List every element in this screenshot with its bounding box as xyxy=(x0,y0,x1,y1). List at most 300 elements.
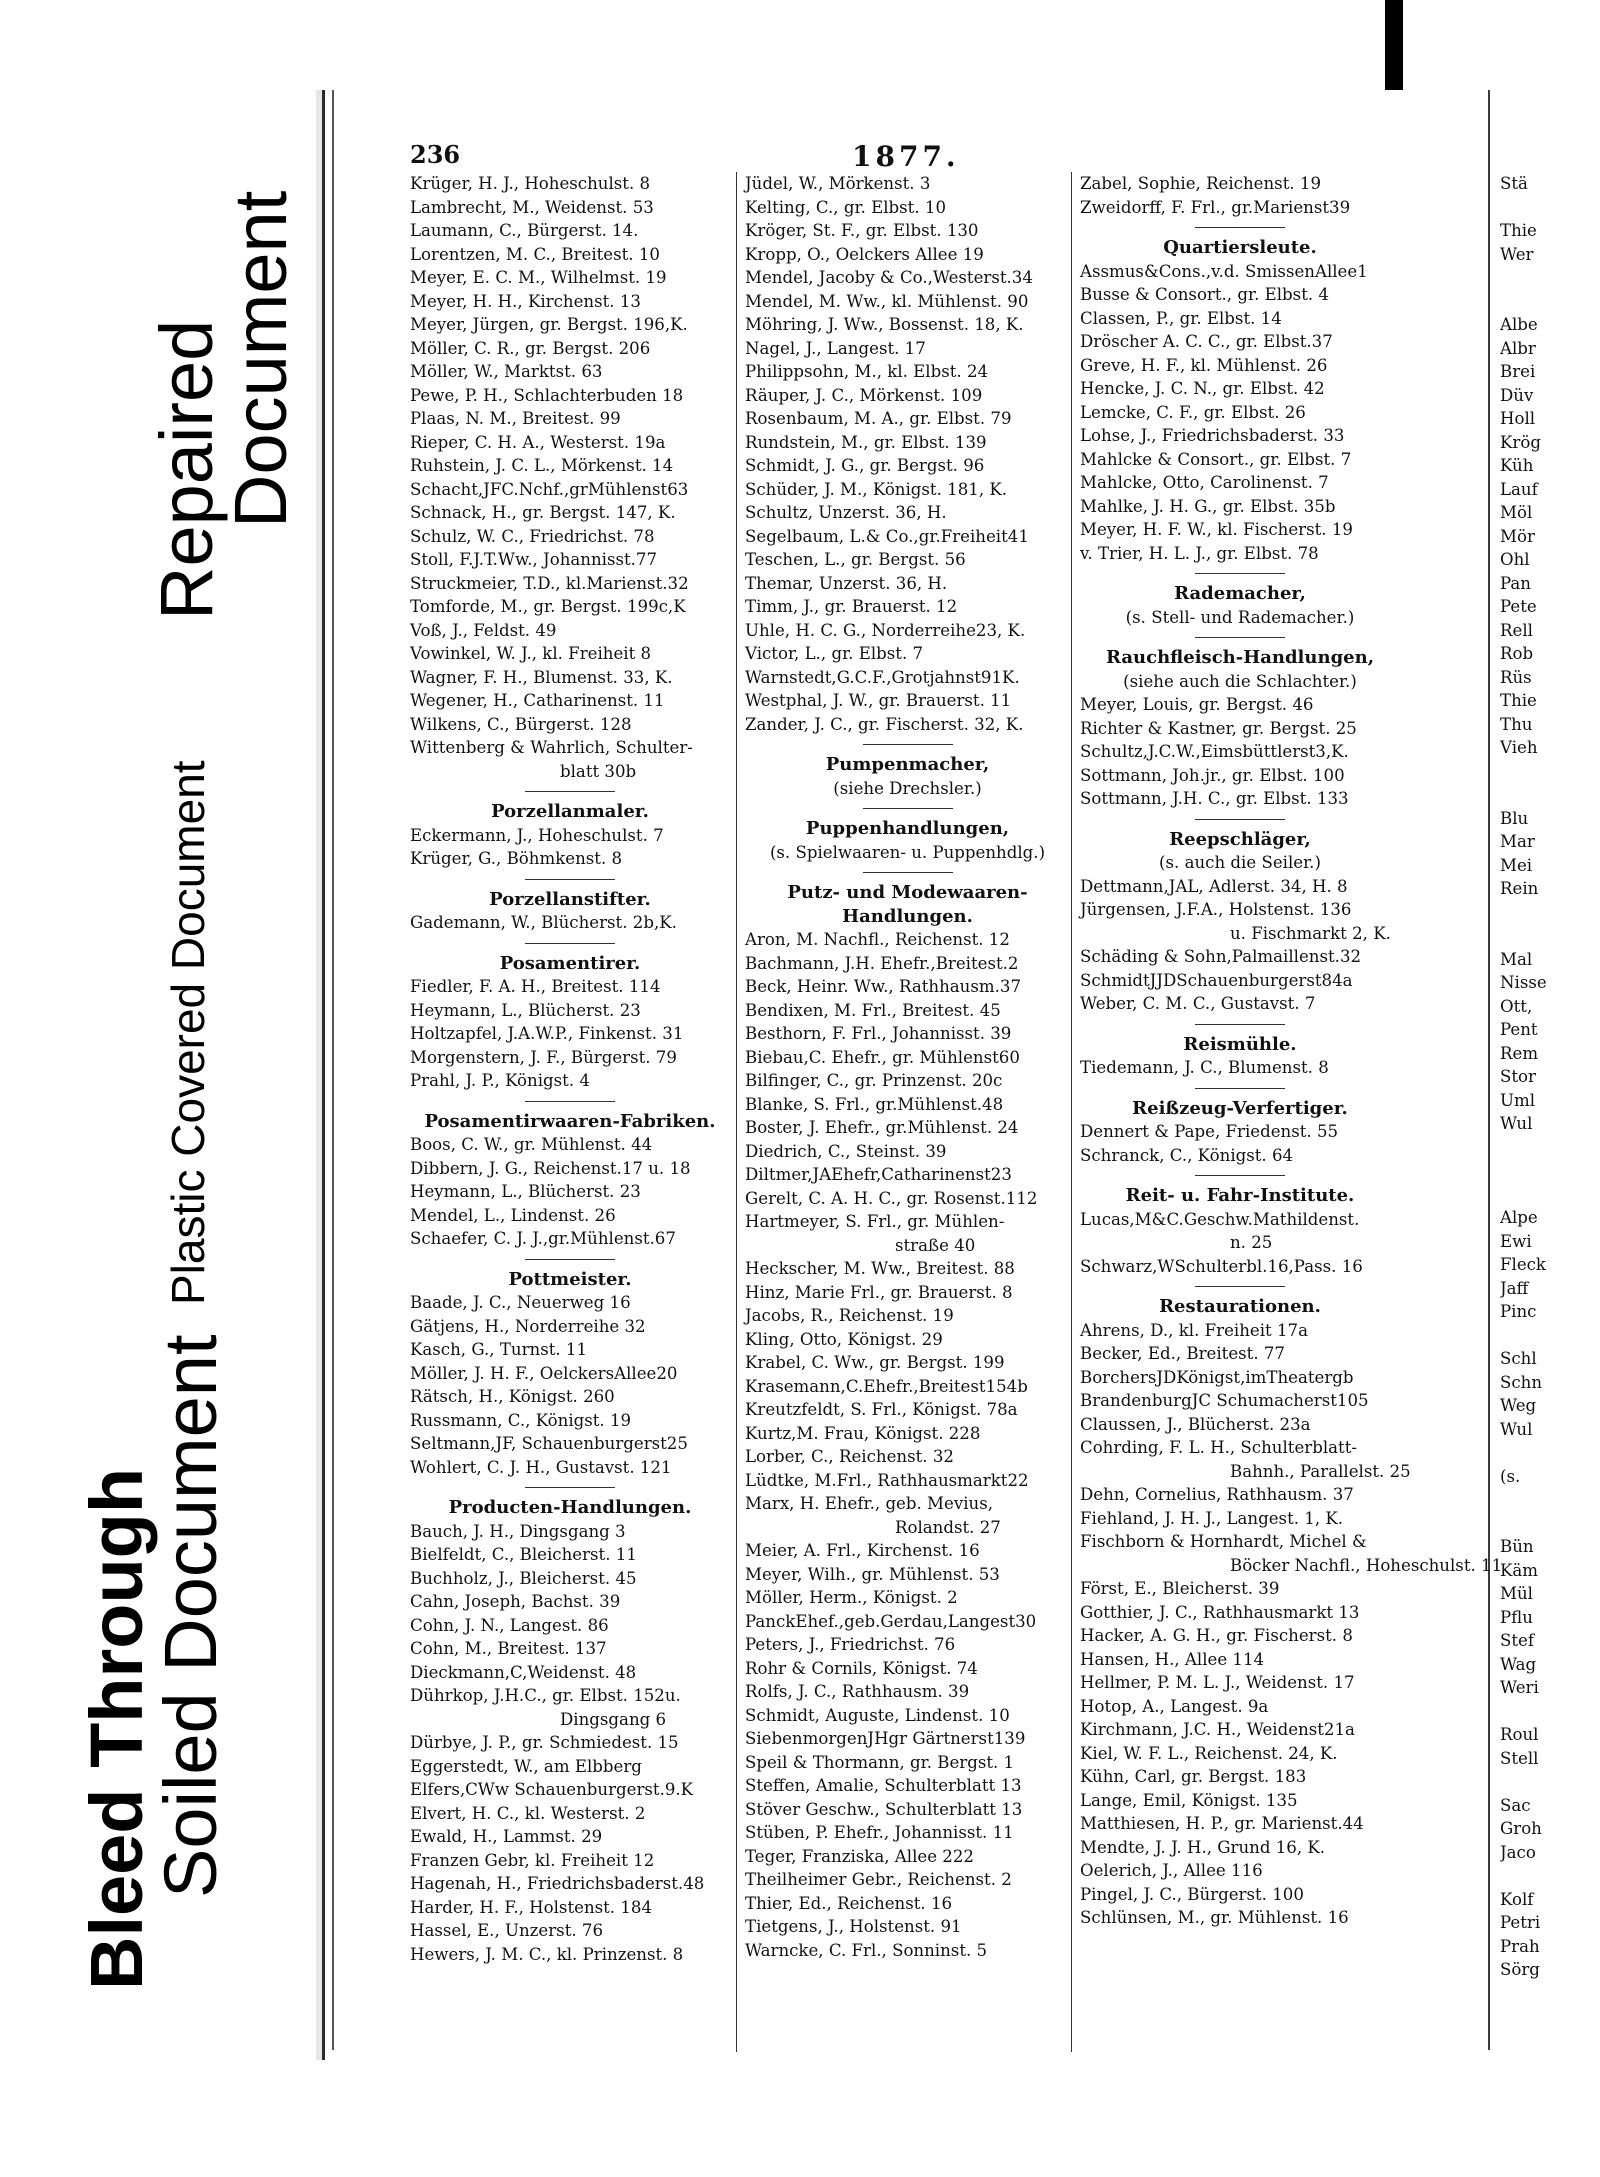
directory-entry xyxy=(1500,1770,1600,1794)
directory-entry: Dröscher A. C. C., gr. Elbst.37 xyxy=(1080,332,1333,351)
section-heading: Rauchfleisch-Handlungen, xyxy=(1106,647,1374,668)
directory-entry: Möller, J. H. F., OelckersAllee20 xyxy=(410,1363,678,1383)
section-rule xyxy=(525,1101,615,1102)
directory-entry: Stoll, F.J.T.Ww., Johannisst.77 xyxy=(410,550,658,569)
section-heading: Handlungen. xyxy=(842,905,973,927)
entry-list xyxy=(1080,172,1400,219)
directory-entry xyxy=(1500,1183,1600,1207)
directory-entry: Steffen, Amalie, Schulterblatt 13 xyxy=(745,1776,1022,1795)
directory-entry: Schacht,JFC.Nchf.,grMühlenst63 xyxy=(410,479,689,499)
bleed-through-soiled-stamp xyxy=(75,1334,232,1990)
directory-entry: Tiedemann, J. C., Blumenst. 8 xyxy=(1080,1058,1329,1077)
directory-entry: Elvert, H. C., kl. Westerst. 2 xyxy=(410,1803,646,1823)
directory-entry: Hassel, E., Unzerst. 76 xyxy=(410,1921,604,1940)
section-subheading: (s. auch die Seiler.) xyxy=(1159,853,1321,872)
entry-list xyxy=(745,1257,1070,1516)
directory-entry: Laumann, C., Bürgerst. 14. xyxy=(410,221,639,240)
section-subheading: (s. Stell- und Rademacher.) xyxy=(1125,607,1355,627)
section-heading: Posamentirwaaren-Fabriken. xyxy=(424,1110,716,1132)
directory-entry: Meyer, Louis, gr. Bergst. 46 xyxy=(1080,695,1314,714)
directory-entry: Schmidt, Auguste, Lindenst. 10 xyxy=(745,1705,1010,1725)
directory-entry: BrandenburgJC Schumacherst105 xyxy=(1080,1391,1369,1410)
directory-entry: Petri xyxy=(1500,1913,1541,1932)
directory-entry: Hacker, A. G. H., gr. Fischerst. 8 xyxy=(1080,1626,1353,1645)
section-rule xyxy=(525,1487,615,1488)
section-rule xyxy=(525,943,615,944)
directory-column-3 xyxy=(1080,172,1503,1930)
directory-entry: Teger, Franziska, Allee 222 xyxy=(745,1846,974,1866)
directory-entry: Lüdtke, M.Frl., Rathhausmarkt22 xyxy=(745,1470,1029,1490)
directory-entry: Prah xyxy=(1500,1936,1540,1956)
directory-entry: Zweidorff, F. Frl., gr.Marienst39 xyxy=(1080,197,1351,217)
directory-entry xyxy=(1500,924,1600,948)
directory-entry: Meyer, Jürgen, gr. Bergst. 196,K. xyxy=(410,315,688,334)
directory-entry: Düv xyxy=(1500,385,1534,405)
section-heading: Posamentirer. xyxy=(499,952,641,974)
directory-entry xyxy=(1500,1324,1600,1348)
directory-entry: Beck, Heinr. Ww., Rathhausm.37 xyxy=(745,977,1021,996)
entry-list xyxy=(1080,945,1400,1016)
directory-entry: Ohl xyxy=(1500,550,1530,569)
directory-entry: Westphal, J. W., gr. Brauerst. 11 xyxy=(745,691,1012,710)
page-year: 1877. xyxy=(852,140,960,173)
directory-entry: Russmann, C., Königst. 19 xyxy=(410,1410,632,1430)
directory-entry: Kasch, G., Turnst. 11 xyxy=(410,1340,588,1359)
directory-entry: Schlünsen, M., gr. Mühlenst. 16 xyxy=(1080,1908,1349,1927)
directory-entry: Rieper, C. H. A., Westerst. 19a xyxy=(410,432,666,452)
directory-entry: Küh xyxy=(1500,456,1534,475)
entry-list xyxy=(1080,1056,1400,1080)
section-heading: Quartiersleute. xyxy=(1163,237,1317,258)
directory-entry: Mahlcke, Otto, Carolinenst. 7 xyxy=(1080,473,1329,492)
directory-entry: Heymann, L., Blücherst. 23 xyxy=(410,1000,641,1020)
directory-entry: Kühn, Carl, gr. Bergst. 183 xyxy=(1080,1767,1307,1786)
entry-list xyxy=(410,1520,730,1708)
section-heading: Pumpenmacher, xyxy=(825,754,990,775)
entry-list xyxy=(410,975,730,1093)
directory-entry: Hellmer, P. M. L. J., Weidenst. 17 xyxy=(1080,1673,1355,1692)
directory-entry: Möller, Herm., Königst. 2 xyxy=(745,1588,958,1607)
directory-entry xyxy=(1500,290,1600,314)
directory-entry: Fischborn & Hornhardt, Michel & xyxy=(1080,1532,1367,1551)
entry-list xyxy=(1080,1483,1400,1554)
directory-entry: Schranck, C., Königst. 64 xyxy=(1080,1145,1294,1165)
directory-entry: Kelting, C., gr. Elbst. 10 xyxy=(745,197,947,217)
directory-entry: Schl xyxy=(1500,1349,1537,1368)
directory-entry: Jaco xyxy=(1500,1842,1536,1862)
directory-entry: Hansen, H., Allee 114 xyxy=(1080,1649,1265,1669)
directory-entry: Krasemann,C.Ehefr.,Breitest154b xyxy=(745,1376,1028,1396)
directory-entry: Bauch, J. H., Dingsgang 3 xyxy=(410,1521,626,1541)
directory-entry: Weg xyxy=(1500,1396,1537,1415)
directory-entry: Wul xyxy=(1500,1114,1533,1133)
directory-entry: Schulz, W. C., Friedrichst. 78 xyxy=(410,526,655,546)
directory-entry: Wegener, H., Catharinenst. 11 xyxy=(410,691,665,710)
directory-entry: Diltmer,JAEhefr,Catharinenst23 xyxy=(745,1165,1012,1184)
directory-entry: Wilkens, C., Bürgerst. 128 xyxy=(410,714,632,734)
directory-entry: Wer xyxy=(1500,244,1534,264)
directory-entry: v. Trier, H. L. J., gr. Elbst. 78 xyxy=(1080,543,1319,563)
directory-entry xyxy=(1500,1441,1600,1465)
directory-entry: Dürbye, J. P., gr. Schmiedest. 15 xyxy=(410,1733,679,1752)
directory-entry: Schnack, H., gr. Bergst. 147, K. xyxy=(410,503,676,522)
directory-entry: Rob xyxy=(1500,644,1534,663)
directory-entry: Mendel, L., Lindenst. 26 xyxy=(410,1205,616,1225)
directory-entry: Eggerstedt, W., am Elbberg xyxy=(410,1756,642,1776)
directory-entry: Wohlert, C. J. H., Gustavst. 121 xyxy=(410,1457,672,1477)
directory-entry: Pflu xyxy=(1500,1607,1533,1627)
directory-entry: Greve, H. F., kl. Mühlenst. 26 xyxy=(1080,355,1328,375)
directory-entry: Jürgensen, J.F.A., Holstenst. 136 xyxy=(1080,900,1352,919)
directory-entry: Gerelt, C. A. H. C., gr. Rosenst.112 xyxy=(745,1188,1038,1208)
section-rule xyxy=(1195,1088,1285,1089)
directory-entry: Themar, Unzerst. 36, H. xyxy=(745,573,948,593)
directory-entry: Fiehland, J. H. J., Langest. 1, K. xyxy=(1080,1508,1344,1528)
directory-entry: Victor, L., gr. Elbst. 7 xyxy=(745,644,924,663)
directory-entry: Warnstedt,G.C.F.,Grotjahnst91K. xyxy=(745,667,1020,687)
directory-entry: Oelerich, J., Allee 116 xyxy=(1080,1861,1263,1880)
entry-list xyxy=(1080,1120,1400,1167)
directory-entry: Gätjens, H., Norderreihe 32 xyxy=(410,1316,646,1336)
section-heading: Putz- und Modewaaren- xyxy=(787,882,1028,903)
directory-entry: Rein xyxy=(1500,879,1539,898)
directory-entry: Schultz,J.C.W.,Eimsbüttlerst3,K. xyxy=(1080,742,1349,761)
section-rule xyxy=(1195,637,1285,638)
directory-entry: Ott, xyxy=(1500,996,1533,1016)
section-heading: Porzellanstifter. xyxy=(489,888,651,910)
directory-entry: Dührkop, J.H.C., gr. Elbst. 152u. xyxy=(410,1686,681,1705)
directory-entry: Dibbern, J. G., Reichenst.17 u. 18 xyxy=(410,1158,691,1178)
directory-entry: Albr xyxy=(1500,338,1536,358)
directory-entry: Kröger, St. F., gr. Elbst. 130 xyxy=(745,221,979,240)
directory-entry: Albe xyxy=(1500,315,1538,334)
directory-entry: Assmus&Cons.,v.d. SmissenAllee1 xyxy=(1080,261,1368,281)
directory-entry: Harder, H. F., Holstenst. 184 xyxy=(410,1897,653,1917)
directory-entry: Stef xyxy=(1500,1631,1534,1650)
column-separator xyxy=(736,172,737,2052)
directory-entry: Hewers, J. M. C., kl. Prinzenst. 8 xyxy=(410,1944,684,1964)
stamp-repaired-line2: Document xyxy=(219,190,302,528)
directory-entry: Stor xyxy=(1500,1067,1536,1086)
directory-entry: Alpe xyxy=(1500,1208,1538,1227)
directory-entry: Hencke, J. C. N., gr. Elbst. 42 xyxy=(1080,379,1325,398)
directory-entry: Stöver Geschw., Schulterblatt 13 xyxy=(745,1799,1023,1819)
entry-list xyxy=(410,1133,730,1251)
section-rule xyxy=(863,808,953,809)
directory-entry: Bendixen, M. Frl., Breitest. 45 xyxy=(745,1000,1001,1020)
section-heading: Rademacher, xyxy=(1174,583,1306,604)
directory-entry: Dehn, Cornelius, Rathhausm. 37 xyxy=(1080,1485,1354,1504)
binding-shadow-top xyxy=(1385,0,1403,90)
directory-entry: Bün xyxy=(1500,1537,1534,1556)
next-page-fragment xyxy=(1500,172,1600,1982)
entry-list xyxy=(1080,875,1400,922)
directory-entry: Besthorn, F. Frl., Johannisst. 39 xyxy=(745,1024,1012,1043)
directory-entry: Teschen, L., gr. Bergst. 56 xyxy=(745,550,966,569)
directory-entry xyxy=(1500,1700,1600,1724)
directory-entry: Dettmann,JAL, Adlerst. 34, H. 8 xyxy=(1080,876,1348,896)
directory-entry: Classen, P., gr. Elbst. 14 xyxy=(1080,308,1282,328)
directory-entry xyxy=(1500,783,1600,807)
directory-entry: Räuper, J. C., Mörkenst. 109 xyxy=(745,385,983,405)
entry-list xyxy=(410,824,730,871)
directory-entry: Schwarz,WSchulterbl.16,Pass. 16 xyxy=(1080,1256,1363,1276)
section-rule xyxy=(1195,573,1285,574)
directory-entry: Lauf xyxy=(1500,479,1538,499)
directory-entry: Plaas, N. M., Breitest. 99 xyxy=(410,409,621,428)
directory-entry: Weber, C. M. C., Gustavst. 7 xyxy=(1080,994,1316,1013)
directory-entry xyxy=(1500,196,1600,220)
directory-entry xyxy=(1500,1864,1600,1888)
directory-entry: Ewald, H., Lammst. 29 xyxy=(410,1827,603,1846)
directory-entry xyxy=(1500,1488,1600,1512)
directory-entry: Stä xyxy=(1500,174,1528,193)
directory-entry: Bielfeldt, C., Bleicherst. 11 xyxy=(410,1545,637,1564)
directory-entry: Ewi xyxy=(1500,1231,1532,1251)
directory-entry: Möller, C. R., gr. Bergst. 206 xyxy=(410,338,651,358)
directory-entry: Peters, J., Friedrichst. 76 xyxy=(745,1635,956,1654)
directory-entry: Krüger, H. J., Hoheschulst. 8 xyxy=(410,174,651,193)
entry-list xyxy=(1080,1208,1400,1232)
directory-entry: SchmidtJJDSchauenburgerst84a xyxy=(1080,970,1353,990)
directory-entry: Thie xyxy=(1500,221,1537,240)
directory-entry: Rätsch, H., Königst. 260 xyxy=(410,1387,615,1406)
entry-list xyxy=(1080,260,1400,566)
section-rule xyxy=(525,1259,615,1260)
directory-entry: Gotthier, J. C., Rathhausmarkt 13 xyxy=(1080,1602,1360,1622)
directory-entry: Först, E., Bleicherst. 39 xyxy=(1080,1579,1280,1598)
directory-entry: Möller, W., Marktst. 63 xyxy=(410,362,603,381)
directory-entry: Mei xyxy=(1500,855,1533,875)
directory-entry: Wittenberg & Wahrlich, Schulter- xyxy=(410,738,693,757)
plastic-covered-stamp xyxy=(162,760,214,1305)
entry-continuation: Bahnh., Parallelst. 25 xyxy=(1230,1461,1411,1481)
directory-entry: Hinz, Marie Frl., gr. Brauerst. 8 xyxy=(745,1282,1013,1302)
section-heading: Reepschläger, xyxy=(1169,828,1311,850)
directory-entry: Timm, J., gr. Brauerst. 12 xyxy=(745,597,958,616)
directory-entry: Franzen Gebr, kl. Freiheit 12 xyxy=(410,1850,655,1870)
directory-entry: Krabel, C. Ww., gr. Bergst. 199 xyxy=(745,1353,1005,1372)
entry-list xyxy=(745,172,1070,736)
directory-entry: Jacobs, R., Reichenst. 19 xyxy=(745,1306,954,1325)
directory-entry: Groh xyxy=(1500,1819,1542,1838)
entry-continuation: u. Fischmarkt 2, K. xyxy=(1230,923,1391,943)
directory-entry: Heckscher, M. Ww., Breitest. 88 xyxy=(745,1259,1015,1278)
directory-entry: Biebau,C. Ehefr., gr. Mühlenst60 xyxy=(745,1047,1020,1067)
directory-entry xyxy=(1500,266,1600,290)
directory-column-1 xyxy=(410,172,730,1966)
directory-entry: Cohrding, F. L. H., Schulterblatt- xyxy=(1080,1438,1357,1457)
directory-entry: Theilheimer Gebr., Reichenst. 2 xyxy=(745,1870,1012,1889)
directory-entry: Voß, J., Feldst. 49 xyxy=(410,620,557,640)
section-rule xyxy=(1195,227,1285,228)
directory-entry: Uml xyxy=(1500,1090,1536,1110)
directory-entry: Wul xyxy=(1500,1419,1533,1439)
page-edge-line xyxy=(332,90,334,2050)
directory-entry: Schmidt, J. G., gr. Bergst. 96 xyxy=(745,456,985,475)
entry-list xyxy=(410,911,730,935)
section-heading: Porzellanmaler. xyxy=(491,801,649,822)
repaired-document-stamp xyxy=(145,190,302,620)
section-rule xyxy=(1195,1024,1285,1025)
entry-list xyxy=(410,1731,730,1966)
directory-entry: Thu xyxy=(1500,714,1533,734)
directory-entry: Thie xyxy=(1500,691,1537,710)
directory-entry: Lemcke, C. F., gr. Elbst. 26 xyxy=(1080,402,1306,422)
directory-entry: Roul xyxy=(1500,1725,1539,1744)
entry-list xyxy=(1080,693,1400,811)
directory-entry: Wag xyxy=(1500,1654,1537,1674)
directory-entry: Schaefer, C. J. J.,gr.Mühlenst.67 xyxy=(410,1229,676,1248)
directory-entry: Kling, Otto, Königst. 29 xyxy=(745,1329,943,1349)
directory-entry: Blu xyxy=(1500,808,1529,828)
directory-entry: Sac xyxy=(1500,1795,1531,1815)
entry-list xyxy=(410,1291,730,1479)
directory-entry: Krüger, G., Böhmkenst. 8 xyxy=(410,849,623,868)
stamp-bleed-text: Bleed Through xyxy=(75,1467,158,1990)
directory-entry: Rem xyxy=(1500,1043,1539,1063)
stamp-soiled-text: Soiled Document xyxy=(149,1334,232,1898)
directory-entry: Sörg xyxy=(1500,1960,1540,1979)
directory-entry: Nisse xyxy=(1500,973,1547,992)
directory-entry: Aron, M. Nachfl., Reichenst. 12 xyxy=(745,930,1010,949)
directory-entry: Elfers,CWw Schauenburgerst.9.K xyxy=(410,1780,694,1799)
directory-entry: Schäding & Sohn,Palmaillenst.32 xyxy=(1080,947,1362,966)
directory-entry: Mahlke, J. H. G., gr. Elbst. 35b xyxy=(1080,496,1336,516)
directory-entry xyxy=(1500,1512,1600,1536)
directory-entry: Meier, A. Frl., Kirchenst. 16 xyxy=(745,1541,980,1560)
section-rule xyxy=(525,879,615,880)
directory-entry: Dieckmann,C,Weidenst. 48 xyxy=(410,1662,637,1682)
directory-entry: Weri xyxy=(1500,1678,1539,1697)
entry-list xyxy=(1080,1319,1400,1460)
directory-entry: Kirchmann, J.C. H., Weidenst21a xyxy=(1080,1720,1355,1739)
directory-entry: Cohn, J. N., Langest. 86 xyxy=(410,1615,609,1635)
directory-entry: Jüdel, W., Mörkenst. 3 xyxy=(745,174,931,193)
directory-entry: Rohr & Cornils, Königst. 74 xyxy=(745,1658,978,1678)
directory-entry: Mendel, M. Ww., kl. Mühlenst. 90 xyxy=(745,291,1029,311)
section-rule xyxy=(863,744,953,745)
directory-entry: Mahlcke & Consort., gr. Elbst. 7 xyxy=(1080,449,1352,469)
directory-entry: Brei xyxy=(1500,362,1536,381)
directory-entry: Hagenah, H., Friedrichsbaderst.48 xyxy=(410,1874,705,1893)
directory-entry: Claussen, J., Blücherst. 23a xyxy=(1080,1414,1311,1434)
directory-entry: Pewe, P. H., Schlachterbuden 18 xyxy=(410,385,684,405)
directory-entry: (s. xyxy=(1500,1466,1521,1486)
directory-entry: Pete xyxy=(1500,597,1537,616)
section-subheading: (s. Spielwaaren- u. Puppenhdlg.) xyxy=(769,842,1046,862)
directory-entry: Blanke, S. Frl., gr.Mühlenst.48 xyxy=(745,1094,1004,1114)
section-rule xyxy=(525,791,615,792)
directory-entry: Eckermann, J., Hoheschulst. 7 xyxy=(410,825,664,845)
directory-entry: Becker, Ed., Breitest. 77 xyxy=(1080,1344,1285,1363)
directory-entry: Fleck xyxy=(1500,1255,1546,1274)
directory-entry: Lorber, C., Reichenst. 32 xyxy=(745,1447,954,1466)
column-separator xyxy=(1071,172,1072,2052)
section-heading: Reit- u. Fahr-Institute. xyxy=(1125,1185,1355,1206)
directory-entry: Lorentzen, M. C., Breitest. 10 xyxy=(410,244,660,264)
section-subheading: (siehe auch die Schlachter.) xyxy=(1123,671,1357,691)
directory-entry: Buchholz, J., Bleicherst. 45 xyxy=(410,1568,637,1588)
directory-entry: Hotop, A., Langest. 9a xyxy=(1080,1696,1269,1716)
directory-entry: Möl xyxy=(1500,503,1533,522)
directory-entry: Krög xyxy=(1500,432,1541,452)
directory-entry: Kurtz,M. Frau, Königst. 228 xyxy=(745,1423,981,1443)
directory-entry: Pingel, J. C., Bürgerst. 100 xyxy=(1080,1884,1304,1904)
section-subheading: (siehe Drechsler.) xyxy=(833,778,982,798)
directory-entry: Kropp, O., Oelckers Allee 19 xyxy=(745,244,984,264)
directory-entry: Sottmann, Joh.jr., gr. Elbst. 100 xyxy=(1080,765,1345,785)
directory-entry: Mül xyxy=(1500,1584,1533,1603)
directory-entry: Schüder, J. M., Königst. 181, K. xyxy=(745,479,1008,499)
directory-entry: Holl xyxy=(1500,409,1536,428)
directory-entry: Pinc xyxy=(1500,1302,1537,1321)
directory-entry: Mar xyxy=(1500,832,1535,851)
directory-entry: Rell xyxy=(1500,620,1533,640)
directory-entry: PanckEhef.,geb.Gerdau,Langest30 xyxy=(745,1611,1037,1631)
entry-list xyxy=(745,1539,1070,1962)
directory-entry: Busse & Consort., gr. Elbst. 4 xyxy=(1080,285,1329,304)
directory-entry: Stüben, P. Ehefr., Johannisst. 11 xyxy=(745,1823,1014,1842)
directory-entry: Jaff xyxy=(1500,1278,1529,1298)
directory-entry: Warncke, C. Frl., Sonninst. 5 xyxy=(745,1940,988,1960)
directory-entry: Meyer, E. C. M., Wilhelmst. 19 xyxy=(410,268,667,287)
directory-entry xyxy=(1500,760,1600,784)
directory-entry: Meyer, H. H., Kirchenst. 13 xyxy=(410,291,641,311)
directory-entry: Lange, Emil, Königst. 135 xyxy=(1080,1790,1298,1810)
directory-entry xyxy=(1500,1136,1600,1160)
directory-entry: Richter & Kastner, gr. Bergst. 25 xyxy=(1080,718,1357,738)
directory-entry: Baade, J. C., Neuerweg 16 xyxy=(410,1293,631,1312)
directory-entry: Fiedler, F. A. H., Breitest. 114 xyxy=(410,977,661,996)
stamp-repaired-line1: Repaired xyxy=(145,319,228,620)
directory-entry: Cohn, M., Breitest. 137 xyxy=(410,1639,607,1658)
directory-entry: Segelbaum, L.& Co.,gr.Freiheit41 xyxy=(745,526,1029,546)
entry-continuation: Rolandst. 27 xyxy=(895,1517,1001,1537)
entry-continuation: blatt 30b xyxy=(560,761,637,781)
directory-entry: Sottmann, J.H. C., gr. Elbst. 133 xyxy=(1080,789,1349,808)
directory-entry: Schultz, Unzerst. 36, H. xyxy=(745,503,947,522)
directory-entry: Uhle, H. C. G., Norderreihe23, K. xyxy=(745,620,1026,640)
directory-entry: Nagel, J., Langest. 17 xyxy=(745,338,926,358)
directory-entry: Vieh xyxy=(1500,738,1538,757)
directory-entry: Bachmann, J.H. Ehefr.,Breitest.2 xyxy=(745,953,1019,973)
directory-entry: Lohse, J., Friedrichsbaderst. 33 xyxy=(1080,426,1345,445)
directory-entry: Rolfs, J. C., Rathhausm. 39 xyxy=(745,1682,970,1701)
entry-continuation: straße 40 xyxy=(895,1235,976,1255)
section-heading: Reismühle. xyxy=(1183,1033,1297,1055)
directory-entry: Kreutzfeldt, S. Frl., Königst. 78a xyxy=(745,1400,1018,1419)
directory-entry: Speil & Thormann, gr. Bergst. 1 xyxy=(745,1752,1015,1772)
entry-continuation: Dingsgang 6 xyxy=(560,1709,667,1729)
directory-entry: Prahl, J. P., Königst. 4 xyxy=(410,1071,590,1090)
directory-column-2 xyxy=(745,172,1070,1962)
directory-entry: Mör xyxy=(1500,526,1535,546)
directory-entry: Ahrens, D., kl. Freiheit 17a xyxy=(1080,1320,1308,1340)
directory-entry: Kolf xyxy=(1500,1889,1534,1909)
directory-entry: Heymann, L., Blücherst. 23 xyxy=(410,1182,641,1201)
directory-entry: Dennert & Pape, Friedenst. 55 xyxy=(1080,1122,1339,1141)
directory-entry xyxy=(1500,1159,1600,1183)
directory-entry: Marx, H. Ehefr., geb. Mevius, xyxy=(745,1494,994,1513)
section-heading: Pottmeister. xyxy=(508,1268,632,1290)
directory-entry: Rüs xyxy=(1500,667,1532,687)
directory-entry: Wagner, F. H., Blumenst. 33, K. xyxy=(410,667,673,687)
directory-entry: Meyer, Wilh., gr. Mühlenst. 53 xyxy=(745,1564,1000,1584)
directory-entry: Pan xyxy=(1500,573,1531,593)
page-number: 236 xyxy=(410,140,461,169)
directory-entry: Kiel, W. F. L., Reichenst. 24, K. xyxy=(1080,1743,1338,1763)
